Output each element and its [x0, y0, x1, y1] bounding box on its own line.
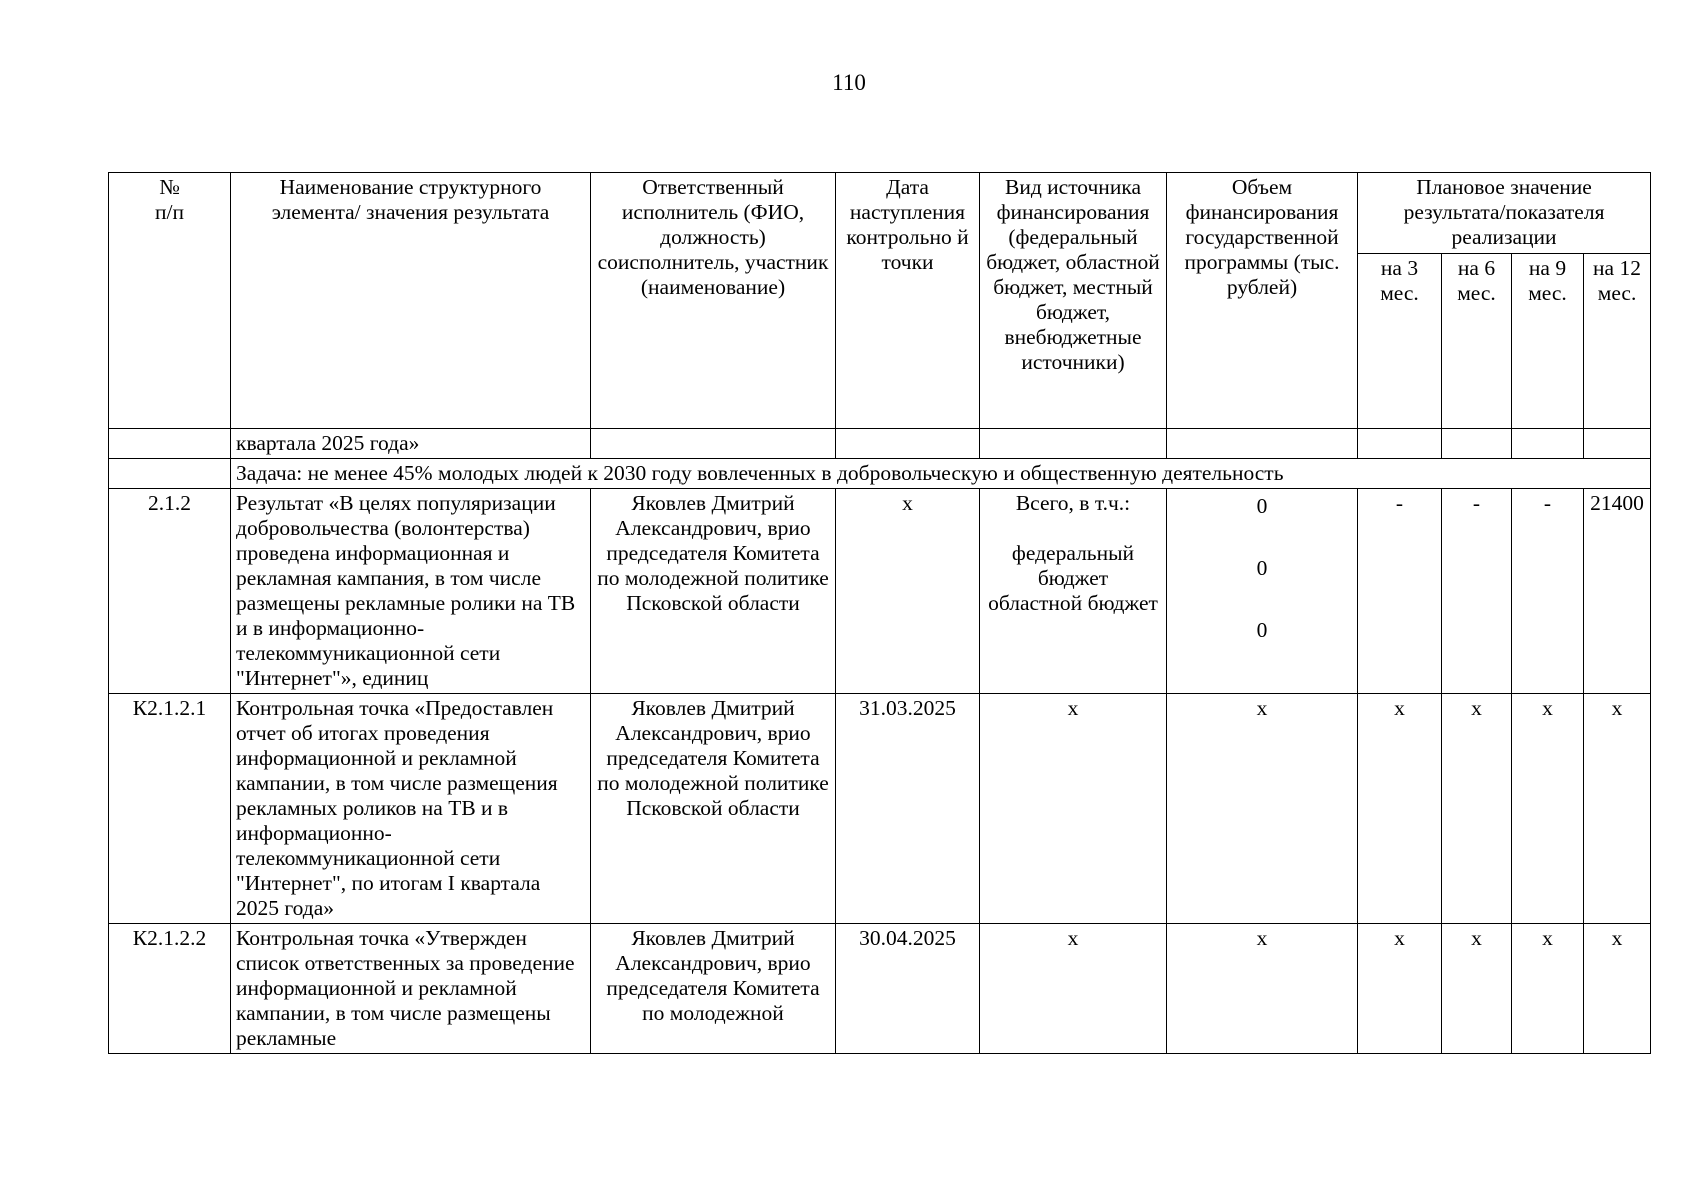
header-m3: на 3 мес.	[1358, 254, 1442, 429]
header-date: Дата наступления контрольно й точки	[836, 173, 980, 429]
row-m9: х	[1512, 924, 1584, 1054]
row-volume: 0 0 0	[1167, 489, 1358, 694]
page-number: 110	[832, 70, 866, 95]
row-m12: х	[1584, 924, 1651, 1054]
row-responsible: Яковлев Дмитрий Александрович, врио председателя Комитета по молодежной политике Псковской области	[591, 489, 836, 694]
row-source: х	[980, 924, 1167, 1054]
row-source: Всего, в т.ч.: федеральный бюджет областной бюджет	[980, 489, 1167, 694]
row-m6: -	[1442, 489, 1512, 694]
row-m12: 21400	[1584, 489, 1651, 694]
cell-empty	[836, 429, 980, 459]
row-name: Контрольная точка «Предоставлен отчет об итогах проведения информационной и рекламной кампании, в том числе размещения рекламных роликов на ТВ и в информационно-телекоммуникационной сети "Интернет", по итогам I квартала 2025 года»	[231, 694, 591, 924]
row-m6: х	[1442, 924, 1512, 1054]
row-volume: х	[1167, 924, 1358, 1054]
header-m6: на 6 мес.	[1442, 254, 1512, 429]
row-volume: х	[1167, 694, 1358, 924]
row-name: Контрольная точка «Утвержден список ответственных за проведение информационной и рекламной кампании, в том числе размещены рекламные	[231, 924, 591, 1054]
row-m6: х	[1442, 694, 1512, 924]
row-m12: х	[1584, 694, 1651, 924]
cell-empty	[109, 429, 231, 459]
cell-empty	[1358, 429, 1442, 459]
cell-empty	[1584, 429, 1651, 459]
cell-empty	[1512, 429, 1584, 459]
row-num: К2.1.2.1	[109, 694, 231, 924]
row-name: Результат «В целях популяризации добровольчества (волонтерства) проведена информационная и рекламная кампания, в том числе размещены рекламные ролики на ТВ и в информационно-телекоммуникационной сети "Интернет"», единиц	[231, 489, 591, 694]
row-m9: -	[1512, 489, 1584, 694]
row-source: х	[980, 694, 1167, 924]
task-row	[109, 459, 1651, 489]
row-num: 2.1.2	[109, 489, 231, 694]
header-plan: Плановое значение результата/показателя реализации	[1358, 173, 1651, 254]
header-volume: Объем финансирования государственной программы (тыс. рублей)	[1167, 173, 1358, 429]
row-m3: х	[1358, 924, 1442, 1054]
row-date: 30.04.2025	[836, 924, 980, 1054]
cell-empty	[109, 459, 231, 489]
cell-empty	[1442, 429, 1512, 459]
row-m3: -	[1358, 489, 1442, 694]
continuation-text: квартала 2025 года»	[231, 429, 591, 459]
table-row	[109, 694, 1651, 924]
table-row	[109, 924, 1651, 1054]
header-m12: на 12 мес.	[1584, 254, 1651, 429]
continuation-row	[109, 429, 1651, 459]
cell-empty	[591, 429, 836, 459]
plan-table	[108, 172, 1651, 1054]
header-m9: на 9 мес.	[1512, 254, 1584, 429]
row-responsible: Яковлев Дмитрий Александрович, врио председателя Комитета по молодежной	[591, 924, 836, 1054]
row-m3: х	[1358, 694, 1442, 924]
row-date: 31.03.2025	[836, 694, 980, 924]
cell-empty	[980, 429, 1167, 459]
header-source: Вид источника финансирования (федеральный бюджет, областной бюджет, местный бюджет, внебюджетные источники)	[980, 173, 1167, 429]
header-responsible: Ответственный исполнитель (ФИО, должность) соисполнитель, участник (наименование)	[591, 173, 836, 429]
cell-empty	[1167, 429, 1358, 459]
header-name: Наименование структурного элемента/ значения результата	[231, 173, 591, 429]
header-num: № п/п	[109, 173, 231, 429]
table-row	[109, 489, 1651, 694]
row-m9: х	[1512, 694, 1584, 924]
row-date: х	[836, 489, 980, 694]
row-num: К2.1.2.2	[109, 924, 231, 1054]
header-row	[109, 173, 1651, 254]
task-text: Задача: не менее 45% молодых людей к 2030 году вовлеченных в добровольческую и общественную деятельность	[231, 459, 1651, 489]
row-responsible: Яковлев Дмитрий Александрович, врио председателя Комитета по молодежной политике Псковской области	[591, 694, 836, 924]
